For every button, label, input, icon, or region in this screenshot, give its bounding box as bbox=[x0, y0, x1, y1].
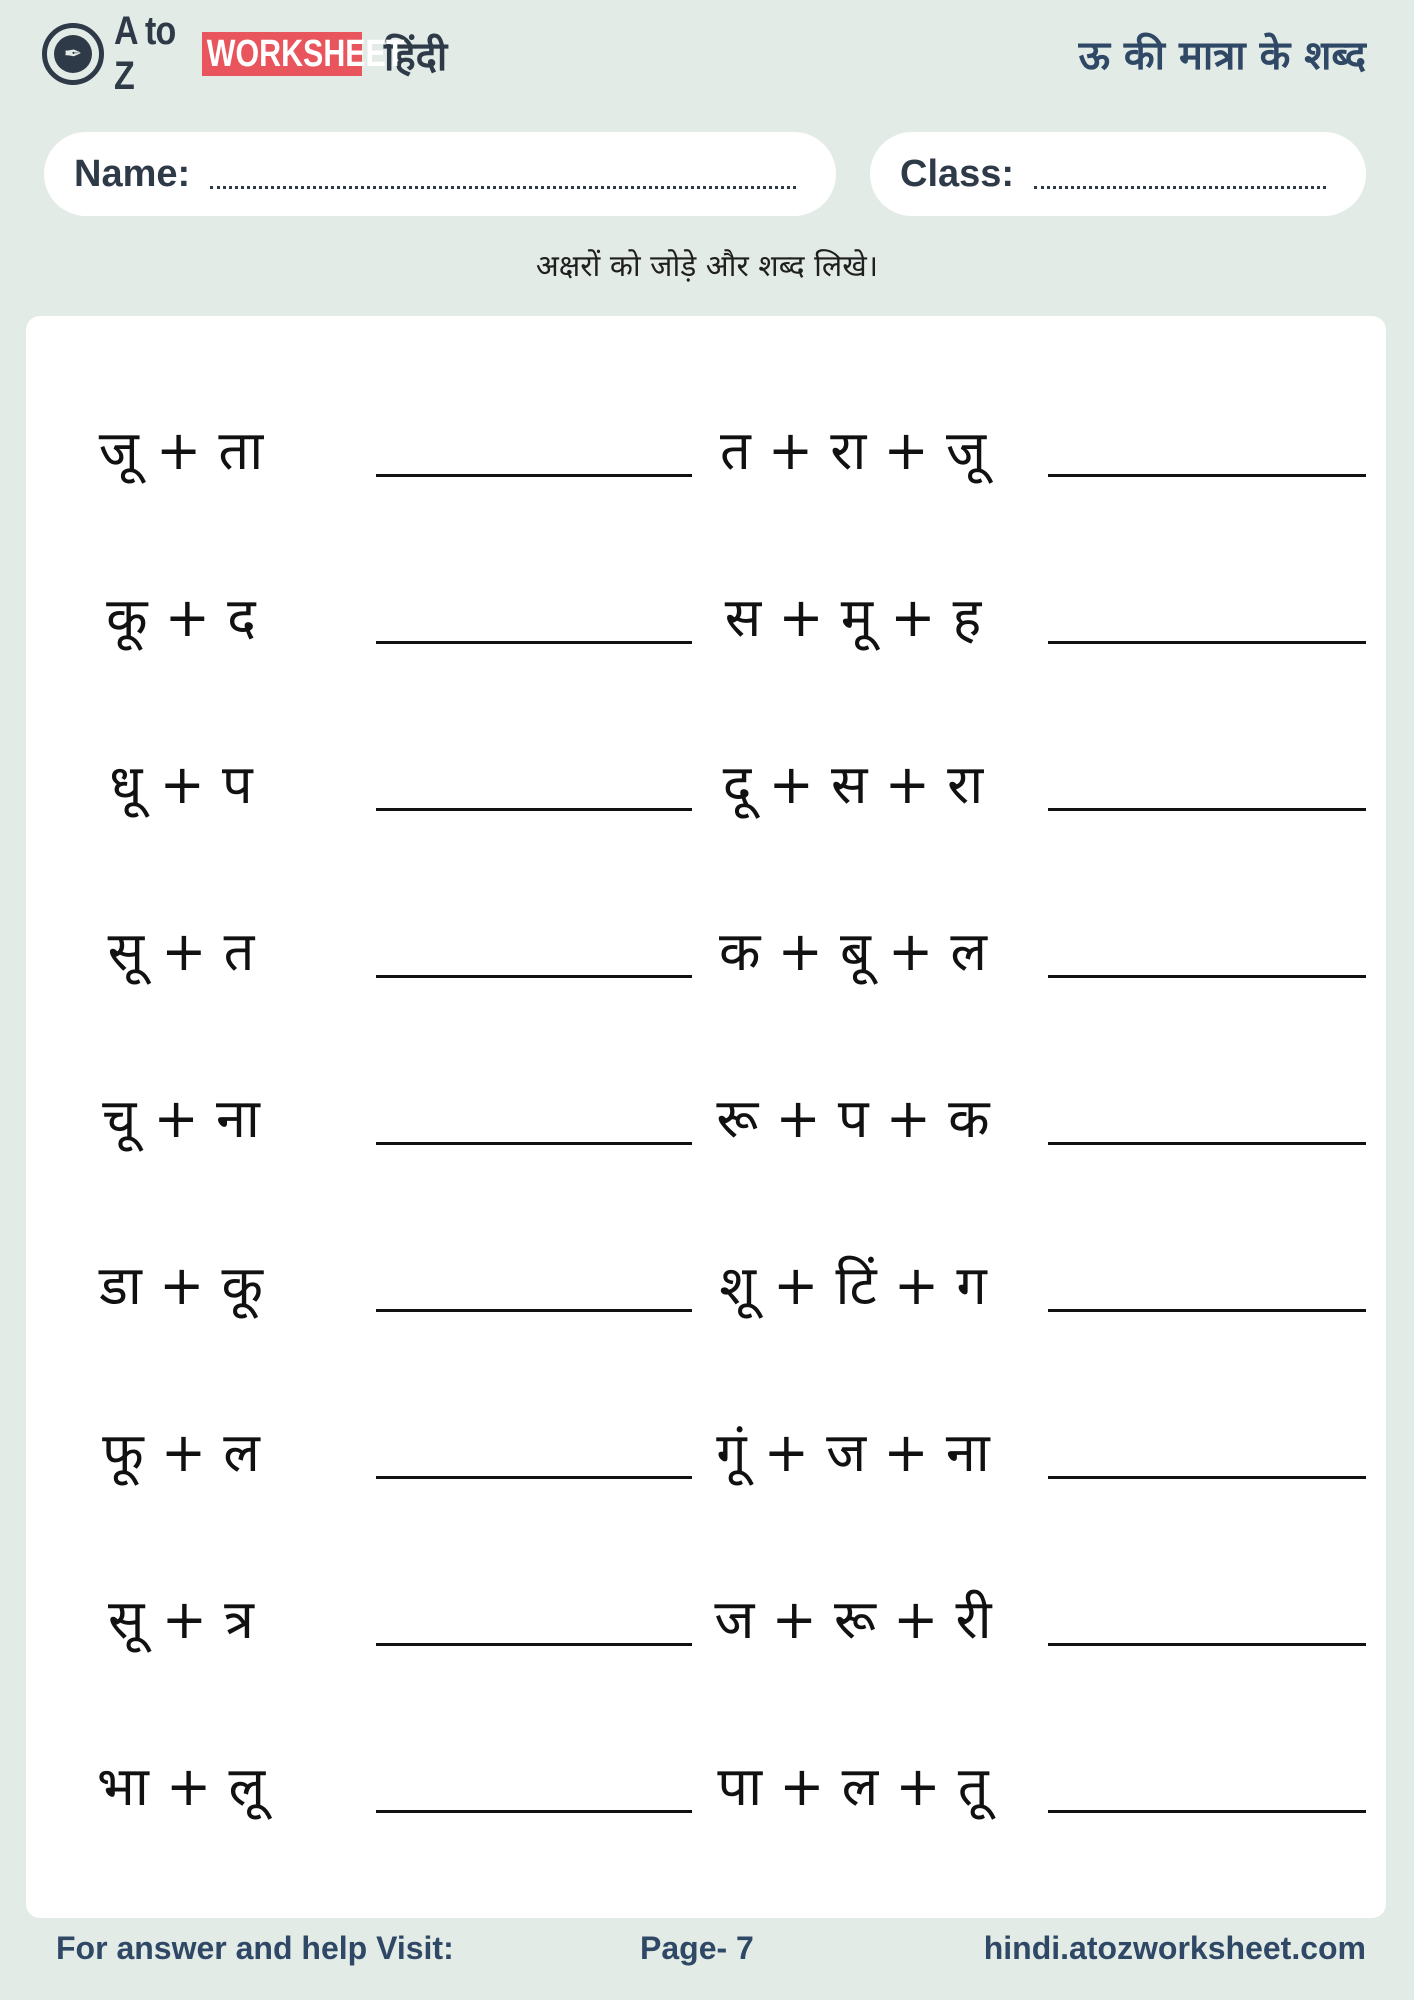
exercise-row bbox=[26, 1241, 1386, 1331]
left-expression: धू + प bbox=[109, 753, 253, 816]
right-expression: पा + ल + तू bbox=[717, 1755, 989, 1818]
right-expression: रू + प + क bbox=[716, 1087, 990, 1150]
footer bbox=[0, 1930, 1414, 1980]
left-answer-line[interactable] bbox=[376, 1643, 692, 1646]
logo-atoz-text: A to Z bbox=[114, 9, 176, 98]
header bbox=[0, 0, 1414, 110]
left-expression: कू + द bbox=[106, 586, 256, 649]
left-answer-line[interactable] bbox=[376, 1142, 692, 1145]
right-answer-line[interactable] bbox=[1048, 1476, 1366, 1479]
right-expression: दू + स + रा bbox=[722, 753, 984, 816]
logo-hindi-text: हिंदी bbox=[384, 33, 448, 80]
right-answer-line[interactable] bbox=[1048, 975, 1366, 978]
footer-help-text: For answer and help Visit: bbox=[56, 1930, 454, 1966]
class-dotted-line bbox=[1034, 185, 1326, 189]
right-expression: गूं + ज + ना bbox=[716, 1421, 990, 1484]
right-answer-line[interactable] bbox=[1048, 1643, 1366, 1646]
worksheet-title: ऊ की मात्रा के शब्द bbox=[1078, 32, 1366, 79]
right-expression: त + रा + जू bbox=[719, 419, 987, 482]
pen-nib-icon: ✒ bbox=[42, 23, 104, 85]
right-answer-line[interactable] bbox=[1048, 1810, 1366, 1813]
left-answer-line[interactable] bbox=[376, 1476, 692, 1479]
left-expression: चू + ना bbox=[102, 1087, 260, 1150]
logo-worksheet-badge: WORKSHEET bbox=[202, 32, 362, 76]
page-number: Page- 7 bbox=[640, 1930, 754, 1966]
right-expression: शू + टिं + ग bbox=[719, 1254, 987, 1317]
name-dotted-line bbox=[210, 185, 796, 189]
right-answer-line[interactable] bbox=[1048, 641, 1366, 644]
left-answer-line[interactable] bbox=[376, 1309, 692, 1312]
left-answer-line[interactable] bbox=[376, 975, 692, 978]
left-expression: डा + कू bbox=[99, 1254, 263, 1317]
left-expression: भा + लू bbox=[96, 1755, 266, 1818]
name-label: Name: bbox=[74, 152, 191, 195]
class-field[interactable] bbox=[870, 132, 1366, 216]
name-field[interactable] bbox=[44, 132, 836, 216]
left-expression: सू + त bbox=[107, 920, 255, 983]
left-expression: जू + ता bbox=[98, 419, 264, 482]
exercise-row bbox=[26, 573, 1386, 663]
left-answer-line[interactable] bbox=[376, 641, 692, 644]
left-answer-line[interactable] bbox=[376, 474, 692, 477]
logo[interactable] bbox=[42, 9, 448, 98]
left-expression: फू + ल bbox=[102, 1421, 260, 1484]
right-answer-line[interactable] bbox=[1048, 474, 1366, 477]
exercise-row bbox=[26, 1408, 1386, 1498]
left-answer-line[interactable] bbox=[376, 1810, 692, 1813]
exercise-row bbox=[26, 1074, 1386, 1164]
class-label: Class: bbox=[900, 152, 1015, 195]
right-answer-line[interactable] bbox=[1048, 1142, 1366, 1145]
right-answer-line[interactable] bbox=[1048, 808, 1366, 811]
exercise-row bbox=[26, 740, 1386, 830]
right-expression: क + बू + ल bbox=[718, 920, 988, 983]
exercise-card bbox=[26, 316, 1386, 1918]
instruction-text: अक्षरों को जोड़े और शब्द लिखे। bbox=[535, 249, 879, 284]
footer-site-link[interactable]: hindi.atozworksheet.com bbox=[983, 1930, 1366, 1966]
left-answer-line[interactable] bbox=[376, 808, 692, 811]
left-expression: सू + त्र bbox=[108, 1588, 254, 1651]
right-answer-line[interactable] bbox=[1048, 1309, 1366, 1312]
exercise-row bbox=[26, 907, 1386, 997]
right-expression: ज + रू + री bbox=[714, 1588, 992, 1651]
right-expression: स + मू + ह bbox=[724, 586, 982, 649]
exercise-row bbox=[26, 406, 1386, 496]
exercise-row bbox=[26, 1575, 1386, 1665]
exercise-row bbox=[26, 1742, 1386, 1832]
